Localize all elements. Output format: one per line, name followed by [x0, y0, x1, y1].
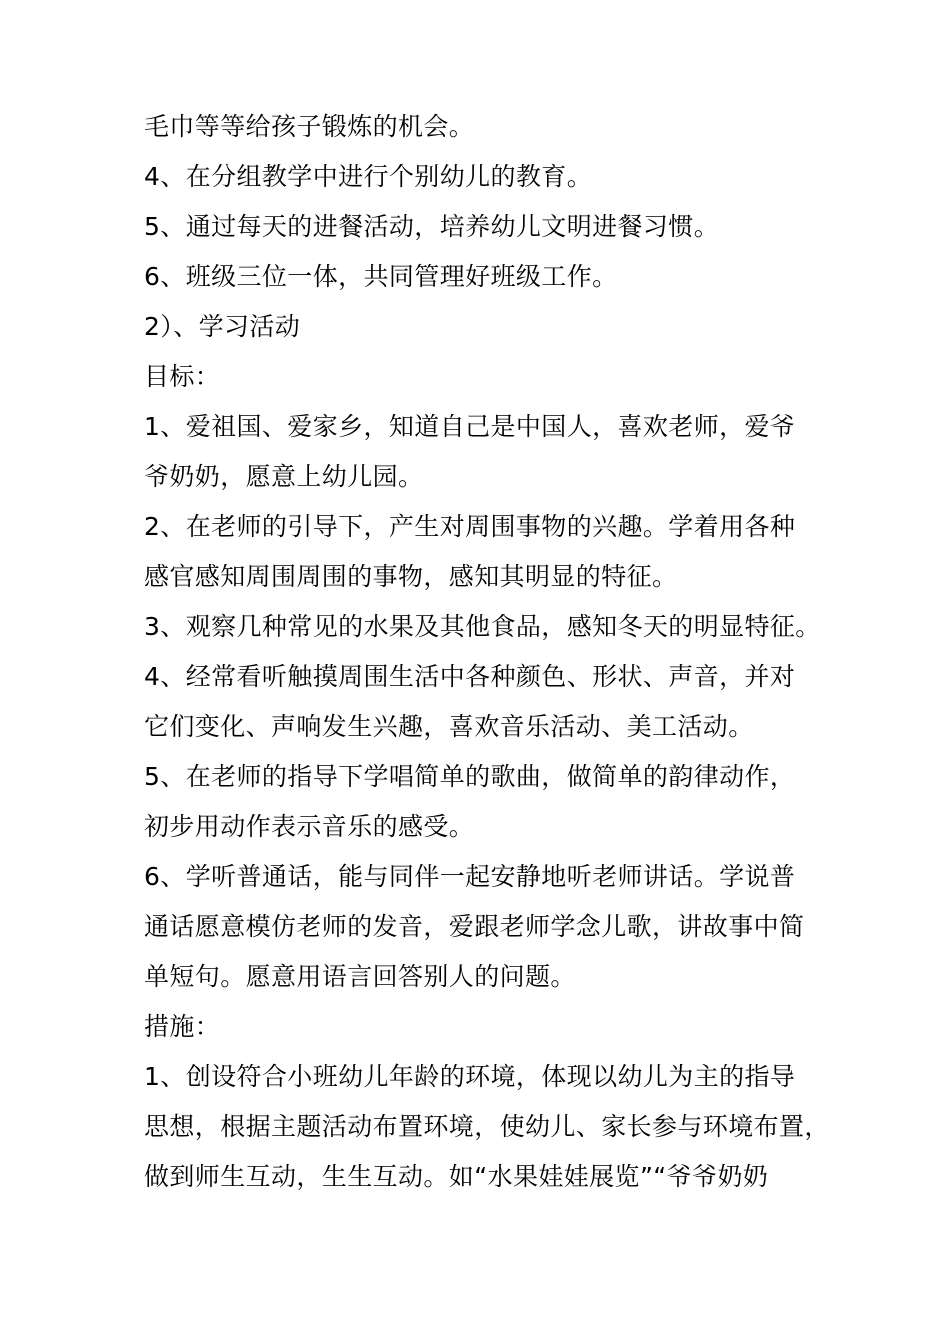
subheading-measures: 措施： — [144, 1012, 221, 1041]
text-line: 4、在分组教学中进行个别幼儿的教育。 — [144, 162, 593, 191]
text-line: 单短句。愿意用语言回答别人的问题。 — [144, 962, 576, 991]
text-line: 1、爱祖国、爱家乡，知道自己是中国人，喜欢老师，爱爷 — [144, 412, 796, 441]
text-line: 2、在老师的引导下，产生对周围事物的兴趣。学着用各种 — [144, 512, 796, 541]
text-line: 6、学听普通话，能与同伴一起安静地听老师讲话。学说普 — [144, 862, 796, 891]
text-line: 它们变化、声响发生兴趣，喜欢音乐活动、美工活动。 — [144, 712, 754, 741]
text-line: 爷奶奶，愿意上幼儿园。 — [144, 462, 424, 491]
text-line: 6、班级三位一体，共同管理好班级工作。 — [144, 262, 618, 291]
text-line: 通话愿意模仿老师的发音，爱跟老师学念儿歌，讲故事中简 — [144, 912, 805, 941]
text-line: 感官感知周围周围的事物，感知其明显的特征。 — [144, 562, 678, 591]
text-line: 3、观察几种常见的水果及其他食品，感知冬天的明显特征。 — [144, 612, 821, 641]
text-line: 4、经常看听触摸周围生活中各种颜色、形状、声音，并对 — [144, 662, 796, 691]
text-line: 毛巾等等给孩子锻炼的机会。 — [144, 112, 475, 141]
text-line: 1、创设符合小班幼儿年龄的环境，体现以幼儿为主的指导 — [144, 1062, 796, 1091]
text-line: 思想，根据主题活动布置环境，使幼儿、家长参与环境布置， — [144, 1112, 830, 1141]
section-heading: 2）、学习活动 — [144, 312, 301, 341]
text-line: 5、在老师的指导下学唱简单的歌曲，做简单的韵律动作， — [144, 762, 796, 791]
text-line: 做到师生互动，生生互动。如“水果娃娃展览”“爷爷奶奶 — [144, 1162, 769, 1191]
subheading-goals: 目标： — [144, 362, 221, 391]
text-line: 初步用动作表示音乐的感受。 — [144, 812, 475, 841]
text-line: 5、通过每天的进餐活动，培养幼儿文明进餐习惯。 — [144, 212, 720, 241]
